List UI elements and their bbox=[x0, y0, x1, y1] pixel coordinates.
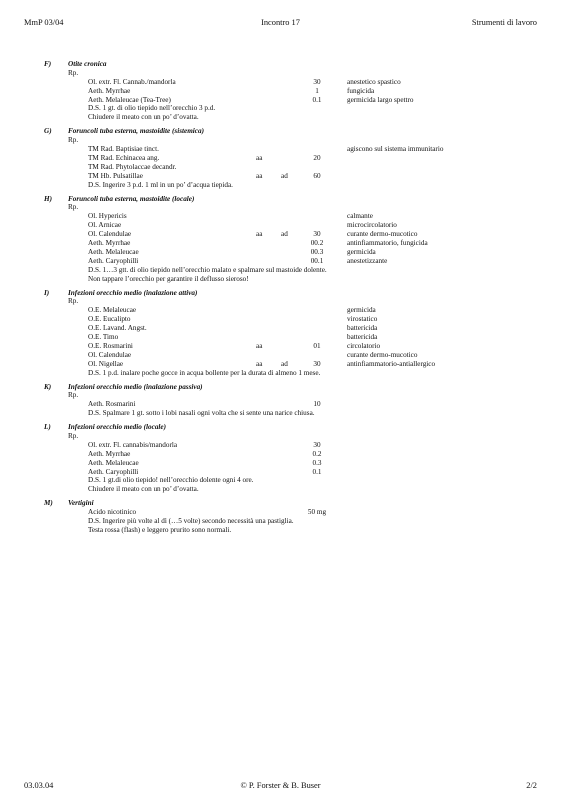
page-footer bbox=[24, 781, 537, 790]
section-heading: Infezioni orecchio medio (inalazione attiva) bbox=[68, 288, 198, 297]
dosage-note: Chiudere il meato con un po’ d’ovatta. bbox=[88, 113, 199, 122]
ingredient-quantity: 01 bbox=[313, 341, 321, 350]
ingredient-quantity: 10 bbox=[313, 400, 321, 409]
ingredient-name: Ol. extr. Fl. Cannab./mandorla bbox=[88, 77, 176, 86]
page-header bbox=[24, 18, 537, 27]
ingredient-quantity: 1 bbox=[315, 86, 319, 95]
ingredient-row bbox=[44, 351, 544, 360]
ad-marker: ad bbox=[281, 359, 288, 368]
aa-marker: aa bbox=[256, 171, 263, 180]
ingredient-effect: virostatico bbox=[347, 315, 378, 324]
section-heading: Infezioni orecchio medio (inalazione passiva) bbox=[68, 382, 203, 391]
ingredient-row bbox=[44, 248, 544, 257]
ingredient-name: O.E. Rosmarini bbox=[88, 341, 133, 350]
rp-label: Rp. bbox=[68, 297, 79, 306]
ingredient-quantity: 50 mg bbox=[307, 508, 327, 517]
ingredient-row bbox=[44, 96, 544, 105]
ingredient-effect: circolatorio bbox=[347, 341, 381, 350]
ingredient-name: TM Rad. Phytolaccae decandr. bbox=[88, 162, 177, 171]
ingredient-effect: battericida bbox=[347, 324, 378, 333]
ingredient-effect: anestetizzante bbox=[347, 256, 388, 265]
ingredient-quantity: 60 bbox=[313, 171, 321, 180]
ingredient-row bbox=[44, 468, 544, 477]
dosage-note: D.S. Spalmare 1 gt. sotto i lobi nasali ogni volta che si sente una narice chiusa. bbox=[88, 409, 315, 418]
ingredient-name: Ol. Calendulae bbox=[88, 350, 132, 359]
section-letter: L) bbox=[44, 423, 51, 432]
section-letter: G) bbox=[44, 127, 52, 136]
rp-label: Rp. bbox=[68, 136, 79, 145]
ingredient-effect: battericida bbox=[347, 333, 378, 342]
ingredient-quantity: 30 bbox=[313, 359, 321, 368]
section-title bbox=[44, 195, 544, 204]
ingredient-row bbox=[44, 154, 544, 163]
ingredient-effect: curante dermo-mucotico bbox=[347, 350, 418, 359]
ingredient-row bbox=[44, 78, 544, 87]
prescription-section bbox=[44, 423, 544, 494]
ingredient-row bbox=[44, 333, 544, 342]
ingredient-name: O.E. Lavand. Angst. bbox=[88, 324, 147, 333]
page-number: 2/2 bbox=[526, 781, 537, 790]
dosage-note: D.S. Ingerire 3 p.d. 1 ml in un po’ d’acqua tiepida. bbox=[88, 180, 233, 189]
rp-label: Rp. bbox=[68, 391, 79, 400]
rp-label: Rp. bbox=[68, 203, 79, 212]
ingredient-row bbox=[44, 324, 544, 333]
ingredient-effect: microcircolatorio bbox=[347, 221, 397, 230]
ingredient-quantity: 30 bbox=[313, 440, 321, 449]
header-center: Incontro 17 bbox=[261, 18, 300, 27]
section-title bbox=[44, 127, 544, 136]
ingredient-row bbox=[44, 163, 544, 172]
ingredient-name: Aeth. Myrrhae bbox=[88, 86, 131, 95]
ingredient-name: Aeth. Rosmarini bbox=[88, 400, 136, 409]
ingredient-name: Aeth. Myrrhae bbox=[88, 449, 131, 458]
section-letter: H) bbox=[44, 194, 52, 203]
ingredient-row bbox=[44, 239, 544, 248]
ingredient-row bbox=[44, 450, 544, 459]
ingredient-name: Aeth. Melaleucae bbox=[88, 458, 139, 467]
aa-marker: aa bbox=[256, 359, 263, 368]
ingredient-effect: germicida largo spettro bbox=[347, 95, 414, 104]
section-letter: K) bbox=[44, 382, 52, 391]
ingredient-quantity: 0.1 bbox=[312, 467, 322, 476]
dosage-note: D.S. 1 p.d. inalare poche gocce in acqua bollente per la durata di almeno 1 mese. bbox=[88, 368, 321, 377]
ingredient-name: Acido nicotinico bbox=[88, 508, 137, 517]
dosage-note: D.S. 1…3 gtt. di olio tiepido nell’orecchio malato e spalmare sul mastoide dolente. bbox=[88, 265, 327, 274]
section-letter: I) bbox=[44, 288, 50, 297]
aa-marker: aa bbox=[256, 230, 263, 239]
ingredient-quantity: 0.2 bbox=[312, 449, 322, 458]
ingredient-quantity: 0.3 bbox=[312, 458, 322, 467]
ingredient-name: Aeth. Caryophilli bbox=[88, 467, 139, 476]
ingredient-effect: curante dermo-mucotico bbox=[347, 230, 418, 239]
ingredient-name: Ol. Calendulae bbox=[88, 230, 132, 239]
ingredient-row bbox=[44, 459, 544, 468]
ingredient-row bbox=[44, 221, 544, 230]
ingredient-effect: antinfiammatorio, fungicida bbox=[347, 239, 428, 248]
ingredient-quantity: 00.1 bbox=[310, 256, 324, 265]
dosage-note: D.S. 1 gt. di olio tiepido nell’orecchio 3 p.d. bbox=[88, 104, 216, 113]
section-title bbox=[44, 60, 544, 69]
section-heading: Foruncoli tuba esterna, mastoidite (sistemica) bbox=[68, 127, 204, 136]
ingredient-name: Aeth. Myrrhae bbox=[88, 239, 131, 248]
ingredient-name: O.E. Timo bbox=[88, 333, 119, 342]
footer-copyright: © P. Forster & B. Buser bbox=[240, 781, 321, 790]
ingredient-row bbox=[44, 315, 544, 324]
ingredient-row bbox=[44, 172, 544, 181]
footer-date: 03.03.04 bbox=[24, 781, 54, 790]
ingredient-effect: antinfiammatorio-antiallergico bbox=[347, 359, 436, 368]
ingredient-row bbox=[44, 257, 544, 266]
ingredient-row bbox=[44, 441, 544, 450]
ingredient-name: Ol. Nigellae bbox=[88, 359, 124, 368]
dosage-note: D.S. 1 gt.di olio tiepido! nell’orecchio dolente ogni 4 ore. bbox=[88, 476, 254, 485]
ingredient-row bbox=[44, 360, 544, 369]
ingredient-row bbox=[44, 212, 544, 221]
ingredient-row bbox=[44, 145, 544, 154]
ingredient-row bbox=[44, 400, 544, 409]
prescription-section bbox=[44, 127, 544, 189]
ingredient-name: O.E. Eucalipto bbox=[88, 315, 131, 324]
ad-marker: ad bbox=[281, 171, 288, 180]
ingredient-row bbox=[44, 230, 544, 239]
dosage-note: Chiudere il meato con un po’ d’ovatta. bbox=[88, 485, 199, 494]
section-title bbox=[44, 289, 544, 298]
section-letter: F) bbox=[44, 60, 52, 68]
ingredient-quantity: 30 bbox=[313, 77, 321, 86]
ingredient-name: Aeth. Melaleucae bbox=[88, 247, 139, 256]
ingredient-name: TM Hb. Pulsatillae bbox=[88, 171, 143, 180]
ingredient-name: Aeth. Melaleucae (Tea-Tree) bbox=[88, 95, 171, 104]
section-heading: Infezioni orecchio medio (locale) bbox=[68, 423, 167, 432]
ingredient-row bbox=[44, 342, 544, 351]
ingredient-name: Aeth. Caryophilli bbox=[88, 256, 139, 265]
ingredient-effect: calmante bbox=[347, 212, 373, 221]
section-title bbox=[44, 499, 544, 508]
ingredient-effect: germicida bbox=[347, 247, 376, 256]
ingredient-name: TM Rad. Echinacea ang. bbox=[88, 154, 160, 162]
header-left: MmP 03/04 bbox=[24, 18, 64, 27]
prescription-section bbox=[44, 383, 544, 419]
ingredient-row bbox=[44, 306, 544, 315]
ingredient-effect: anestetico spastico bbox=[347, 77, 401, 86]
section-heading: Otite cronica bbox=[68, 60, 107, 68]
ingredient-effect: fungicida bbox=[347, 86, 375, 95]
aa-marker: aa bbox=[256, 341, 263, 350]
ingredient-quantity: 00.2 bbox=[310, 239, 324, 248]
section-heading: Foruncoli tuba esterna, mastoidite (locale) bbox=[68, 194, 195, 203]
prescription-section bbox=[44, 289, 544, 378]
prescription-list bbox=[44, 60, 544, 540]
section-heading: Vertigini bbox=[68, 499, 94, 508]
header-right: Strumenti di lavoro bbox=[471, 18, 537, 27]
ingredient-name: TM Rad. Baptisiae tinct. bbox=[88, 145, 159, 154]
ingredient-effect: agiscono sul sistema immunitario bbox=[347, 145, 444, 154]
ingredient-row bbox=[44, 87, 544, 96]
prescription-section bbox=[44, 195, 544, 284]
ingredient-name: Ol. Hypericis bbox=[88, 212, 127, 221]
ingredient-name: Ol. Arnicae bbox=[88, 221, 122, 230]
ad-marker: ad bbox=[281, 230, 288, 239]
ingredient-name: Ol. extr. Fl. cannabis/mandorla bbox=[88, 440, 178, 449]
ingredient-quantity: 00.3 bbox=[310, 247, 324, 256]
rp-label: Rp. bbox=[68, 432, 79, 441]
aa-marker: aa bbox=[256, 154, 263, 162]
ingredient-row bbox=[44, 508, 544, 517]
prescription-section bbox=[44, 60, 544, 122]
ingredient-name: O.E. Melaleucae bbox=[88, 306, 137, 315]
dosage-note: Testa rossa (flash) e leggero prurito sono normali. bbox=[88, 526, 232, 534]
ingredient-quantity: 30 bbox=[313, 230, 321, 239]
section-title bbox=[44, 383, 544, 392]
ingredient-quantity: 0.1 bbox=[312, 95, 322, 104]
section-letter: M) bbox=[44, 499, 53, 508]
rp-label: Rp. bbox=[68, 68, 79, 77]
ingredient-quantity: 20 bbox=[313, 154, 321, 162]
ingredient-effect: germicida bbox=[347, 306, 376, 315]
prescription-section bbox=[44, 499, 544, 535]
section-title bbox=[44, 423, 544, 432]
dosage-note: Non tappare l’orecchio per garantire il deflusso sieroso! bbox=[88, 274, 249, 283]
dosage-note: D.S. Ingerire più volte al dì (…5 volte) secondo necessità una pastiglia. bbox=[88, 517, 294, 526]
